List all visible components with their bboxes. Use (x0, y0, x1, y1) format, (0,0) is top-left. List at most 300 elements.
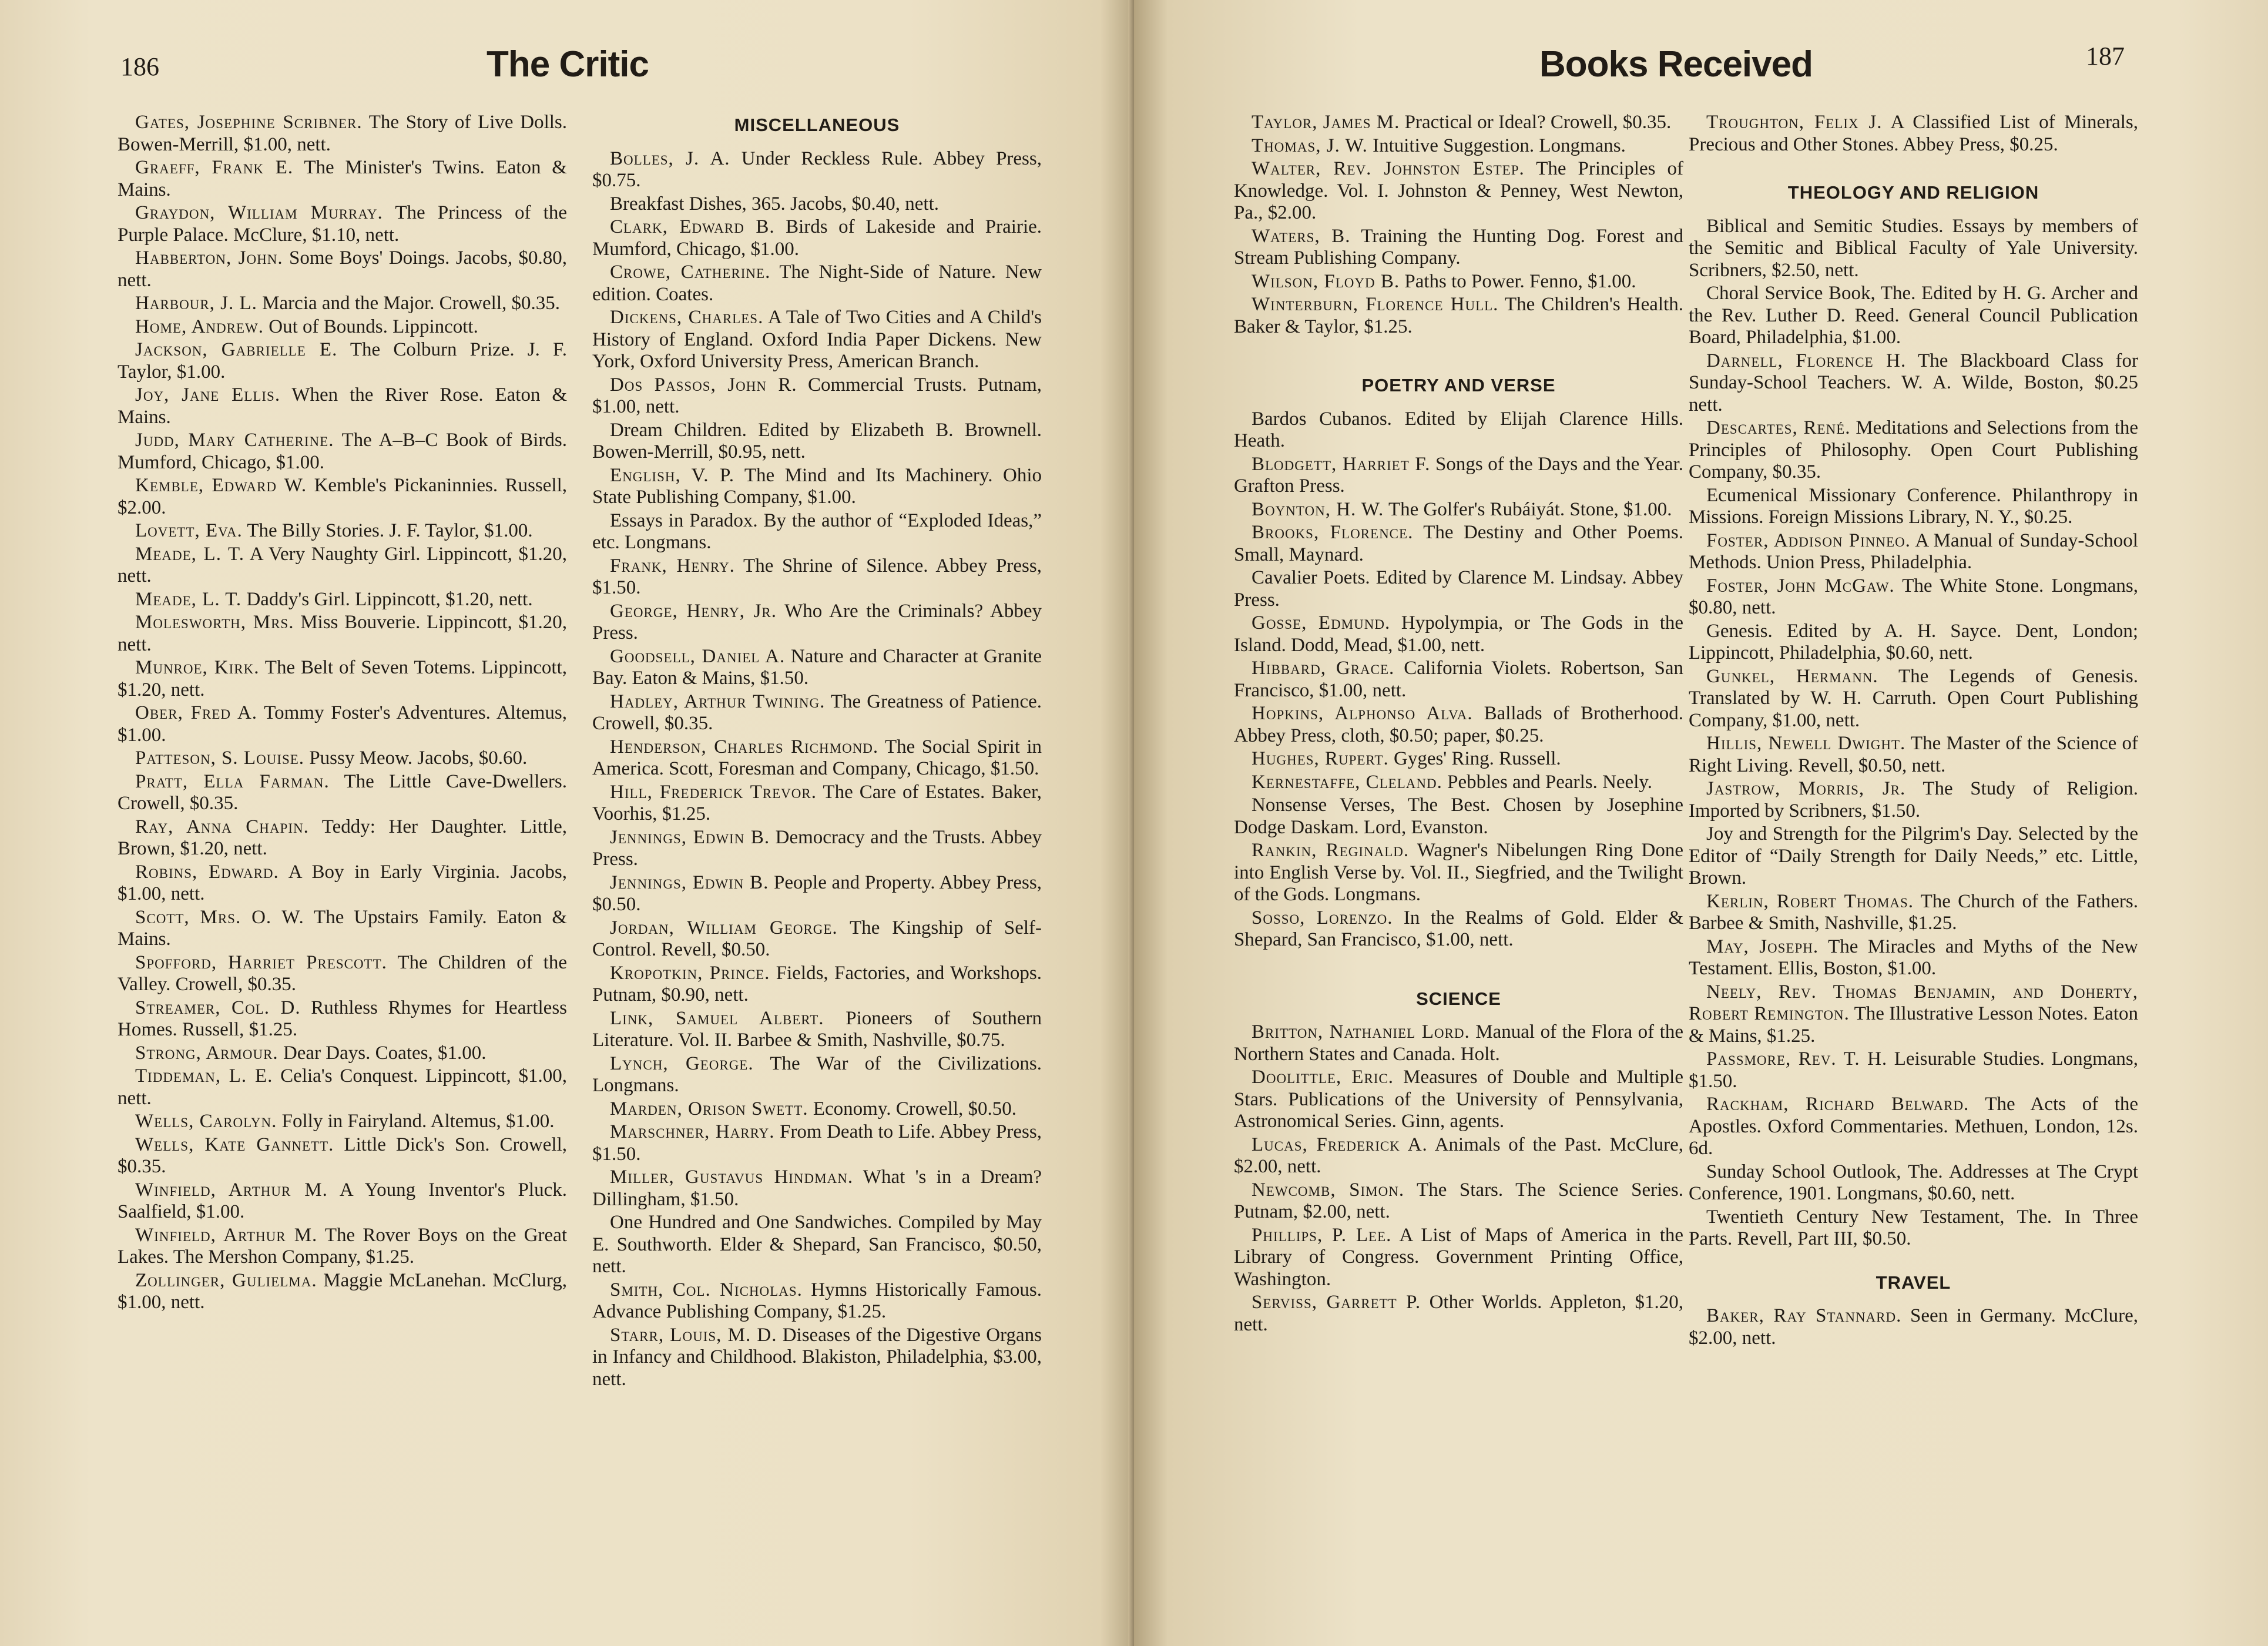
right-column-1 (1234, 112, 1683, 1337)
book-entry (118, 1065, 567, 1109)
book-entry (592, 465, 1042, 509)
entry-title: The Billy Stories. J. F. Taylor, $1.00. (247, 520, 533, 541)
entry-title: Under Reckless Rule. Abbey Press, $0.75. (592, 147, 1042, 191)
entry-title: Seen in Germany. McClure, $2.00, nett. (1689, 1305, 2138, 1349)
entry-author: Taylor, James M. (1252, 112, 1400, 133)
entry-author: Newcomb, Simon. (1252, 1179, 1405, 1201)
entry-title: Some Boys' Doings. Jacobs, $0.80, nett. (118, 247, 567, 291)
entry-author: Kemble, Edward W. (135, 475, 307, 496)
book-entry (592, 872, 1042, 916)
entry-title: A Manual of Sunday-School Methods. Union Press, Philadelphia. (1689, 529, 2138, 573)
book-entry (118, 430, 567, 474)
book-entry (1689, 283, 2138, 349)
entry-title: Economy. Crowell, $0.50. (813, 1098, 1017, 1119)
book-entry (1689, 1206, 2138, 1251)
entry-title: Meditations and Selections from the Principles of Philosophy. Open Court Publishing Company, $0.35. (1689, 417, 2139, 482)
book-entry (1689, 216, 2138, 282)
entry-author: Gunkel, Hermann. (1706, 665, 1878, 687)
entry-author: Waters, B. (1252, 225, 1351, 247)
entry-title: The Kingship of Self-Control. Revell, $0.50. (592, 917, 1042, 960)
book-entry (118, 1111, 567, 1133)
book-entry (118, 475, 567, 519)
entry-title: Miss Bouverie. Lippincott, $1.20, nett. (118, 612, 567, 655)
entry-author: Streamer, Col. D. (135, 997, 301, 1018)
entry-author: Robins, Edward. (135, 861, 279, 883)
entry-title: The Night-Side of Nature. New edition. Coates. (592, 262, 1042, 305)
book-entry (118, 747, 567, 770)
entry-title: A List of Maps of America in the Library of Congress. Government Printing Office, Washington. (1234, 1224, 1684, 1290)
entry-title: The Illustrative Lesson Notes. Eaton & Mains, $1.25. (1689, 1003, 2139, 1047)
entry-title: From Death to Life. Abbey Press, $1.50. (592, 1121, 1042, 1165)
book-entry (1689, 891, 2138, 935)
book-entry (1689, 733, 2138, 777)
entry-author: Phillips, P. Lee. (1252, 1224, 1392, 1246)
book-entry (1689, 823, 2138, 890)
entry-author: Lovett, Eva. (135, 520, 243, 541)
book-entry (592, 736, 1042, 780)
page-number: 187 (2086, 42, 2125, 71)
entry-title: Essays in Paradox. By the author of “Exploded Ideas,” etc. Longmans. (592, 509, 1042, 553)
entry-title: Birds of Lakeside and Prairie. Mumford, Chicago, $1.00. (592, 216, 1042, 260)
entry-author: Wilson, Floyd B. (1252, 270, 1400, 292)
entry-title: Marcia and the Major. Crowell, $0.35. (262, 293, 560, 314)
book-entry (1234, 135, 1683, 157)
running-head: The Critic (487, 44, 649, 85)
entry-title: A Young Inventor's Pluck. Saalfield, $1.00. (118, 1179, 567, 1222)
book-entry (592, 374, 1042, 418)
entry-author: Ober, Fred A. (135, 702, 258, 723)
entry-title: Daddy's Girl. Lippincott, $1.20, nett. (246, 588, 533, 610)
entry-author: Rackham, Richard Belward. (1706, 1094, 1970, 1115)
book-entry (118, 589, 567, 611)
book-entry (592, 555, 1042, 599)
book-entry (592, 1212, 1042, 1278)
left-column-2 (592, 112, 1042, 1392)
entry-title: The Care of Estates. Baker, Voorhis, $1.25. (592, 781, 1042, 824)
entry-title: The Blackboard Class for Sunday-School Teachers. W. A. Wilde, Boston, $0.25 nett. (1689, 350, 2138, 415)
entry-author: Zollinger, Gulielma. (135, 1269, 317, 1291)
entry-author: Tiddeman, L. E. (135, 1065, 273, 1087)
entry-author: Descartes, René. (1706, 417, 1851, 438)
book-entry (592, 216, 1042, 260)
book-entry (118, 112, 567, 156)
entry-title: Choral Service Book, The. Edited by H. G. Archer and the Rev. Luther D. Reed. General Council Publication Board, Philadelphia, $1.00. (1689, 283, 2138, 348)
entry-author: Scott, Mrs. O. W. (135, 906, 304, 928)
entry-title: Maggie McLanehan. McClurg, $1.00, nett. (118, 1269, 567, 1313)
entry-author: Harbour, J. L. (135, 293, 257, 314)
section-heading-theology: THEOLOGY AND RELIGION (1787, 182, 2039, 203)
book-entry (118, 657, 567, 701)
book-entry (592, 646, 1042, 690)
entry-title: The Acts of the Apostles. Oxford Commentaries. Methuen, London, 12s. 6d. (1689, 1094, 2139, 1159)
entry-author: Kropotkin, Prince. (610, 962, 770, 984)
entry-title: Twentieth Century New Testament, The. In Three Parts. Revell, Part III, $0.50. (1689, 1206, 2138, 1249)
book-entry (118, 702, 567, 746)
book-entry (592, 262, 1042, 306)
book-entry (1234, 1179, 1683, 1223)
entry-title: The Belt of Seven Totems. Lippincott, $1.20, nett. (118, 657, 567, 700)
book-entry (1689, 112, 2138, 156)
entry-author: Serviss, Garrett P. (1252, 1292, 1421, 1313)
book-entry (592, 1098, 1042, 1121)
book-entry (592, 1008, 1042, 1052)
entry-title: Songs of the Days and the Year. Grafton Press. (1234, 453, 1683, 497)
entry-author: Lucas, Frederick A. (1252, 1134, 1428, 1155)
book-entry (1689, 1305, 2138, 1349)
book-entry (1234, 772, 1683, 794)
entry-title: The Children of the Valley. Crowell, $0.35. (118, 951, 567, 995)
entry-title: The War of the Civilizations. Longmans. (592, 1052, 1042, 1096)
entry-title: One Hundred and One Sandwiches. Compiled by May E. Southworth. Elder & Shepard, San Francisco, $0.50, nett. (592, 1212, 1042, 1277)
entry-title: Sunday School Outlook, The. Addresses at The Crypt Conference, 1901. Longmans, $0.60, nett. (1689, 1161, 2138, 1204)
entry-author: Gosse, Edmund. (1252, 612, 1391, 633)
book-entry (1689, 936, 2138, 980)
entry-title: Diseases of the Digestive Organs in Infancy and Childhood. Blakiston, Philadelphia, $3.00, nett. (592, 1324, 1042, 1390)
entry-title: People and Property. Abbey Press, $0.50. (592, 871, 1042, 915)
book-entry (1234, 1067, 1683, 1133)
entry-title: Joy and Strength for the Pilgrim's Day. Selected by the Editor of “Daily Strength for Daily Needs,” etc. Little, Brown. (1689, 823, 2138, 889)
book-entry (1234, 112, 1683, 134)
entry-title: Paths to Power. Fenno, $1.00. (1404, 270, 1636, 292)
entry-title: Manual of the Flora of the Northern States and Canada. Holt. (1234, 1021, 1683, 1065)
minerals-list (1689, 112, 2138, 156)
book-entry (1234, 271, 1683, 293)
entry-title: The Social Spirit in America. Scott, Foresman and Company, Chicago, $1.50. (592, 736, 1042, 779)
book-entry (592, 827, 1042, 871)
book-entry (592, 601, 1042, 645)
entry-author: Spofford, Harriet Prescott. (135, 951, 387, 973)
entry-title: The Golfer's Rubáiyát. Stone, $1.00. (1388, 498, 1672, 520)
book-entry (1234, 158, 1683, 224)
entry-author: Winfield, Arthur M. (135, 1224, 318, 1246)
entry-author: Meade, L. T. (135, 588, 242, 610)
book-entry (1234, 226, 1683, 270)
entry-author: Winterburn, Florence Hull. (1252, 294, 1499, 315)
entry-author: Hadley, Arthur Twining. (610, 690, 826, 712)
entry-title: Ruthless Rhymes for Heartless Homes. Russell, $1.25. (118, 997, 568, 1040)
running-head: Books Received (1539, 44, 1813, 85)
book-entry (1689, 621, 2138, 665)
entry-author: Winfield, Arthur M. (135, 1179, 328, 1201)
book-entry (592, 782, 1042, 826)
entry-title: Ecumenical Missionary Conference. Philanthropy in Missions. Foreign Missions Library, N. Y., $0.25. (1689, 484, 2138, 528)
entry-title: The Princess of the Purple Palace. McClure, $1.10, nett. (118, 202, 567, 246)
entry-title: In the Realms of Gold. Elder & Shepard, San Francisco, $1.00, nett. (1234, 907, 1683, 950)
book-entry (1234, 612, 1683, 656)
book-entry (1689, 417, 2138, 484)
book-entry (1234, 1292, 1683, 1336)
entry-title: Dear Days. Coates, $1.00. (283, 1042, 487, 1064)
entry-author: Blodgett, Harriet F. (1252, 453, 1431, 475)
entry-author: Hill, Frederick Trevor. (610, 781, 817, 803)
entry-author: Troughton, Felix J. (1706, 112, 1883, 133)
entry-title: Biblical and Semitic Studies. Essays by members of the Semitic and Biblical Faculty of Yale University. Scribners, $2.50, nett. (1689, 215, 2138, 281)
entry-author: Henderson, Charles Richmond. (610, 736, 879, 757)
entry-author: Patteson, S. Louise. (135, 747, 305, 769)
book-entry (592, 917, 1042, 961)
entry-author: Jordan, William George. (610, 917, 838, 938)
entry-author: Jennings, Edwin B. (610, 826, 770, 848)
entry-title: Little Dick's Son. Crowell, $0.35. (118, 1134, 568, 1177)
entry-author: Jennings, Edwin B. (610, 871, 769, 893)
section-heading-poetry: POETRY AND VERSE (1361, 375, 1556, 395)
entry-author: Britton, Nathaniel Lord. (1252, 1021, 1470, 1042)
section-heading-travel: TRAVEL (1876, 1272, 1951, 1293)
entry-author: Link, Samuel Albert. (610, 1007, 824, 1029)
entry-title: The Study of Religion. Imported by Scribners, $1.50. (1689, 778, 2138, 822)
entry-author: Miller, Gustavus Hindman. (610, 1166, 854, 1188)
entry-title: A Very Naughty Girl. Lippincott, $1.20, nett. (118, 543, 567, 586)
book-entry (592, 510, 1042, 554)
entry-title: Training the Hunting Dog. Forest and Stream Publishing Company. (1234, 225, 1684, 269)
book-entry (1689, 575, 2138, 619)
page-number: 186 (120, 52, 159, 81)
entry-author: Rankin, Reginald. (1252, 840, 1410, 861)
entry-title: Nature and Character at Granite Bay. Eaton & Mains, $1.50. (592, 645, 1042, 689)
book-entry (118, 612, 567, 656)
entry-title: Teddy: Her Daughter. Little, Brown, $1.20, nett. (118, 816, 567, 859)
book-entry (592, 193, 1042, 216)
entry-title: Leisurable Studies. Longmans, $1.50. (1689, 1048, 2139, 1092)
entry-author: Crowe, Catherine. (610, 262, 771, 283)
book-entry (592, 963, 1042, 1007)
book-entry (1689, 1094, 2138, 1160)
book-entry (1689, 666, 2138, 732)
entry-author: English, V. P. (610, 464, 734, 486)
poetry-list (1234, 408, 1683, 951)
entry-author: Smith, Col. Nicholas. (610, 1279, 803, 1300)
entry-title: The Upstairs Family. Eaton & Mains. (118, 906, 567, 950)
entry-author: Marschner, Harry. (610, 1121, 775, 1142)
book-entry (592, 1279, 1042, 1323)
entry-author: Passmore, Rev. T. H. (1706, 1048, 1888, 1070)
entry-title: Wagner's Nibelungen Ring Done into English Verse by. Vol. II., Siegfried, and the Twilight of the Gods. Longmans. (1234, 840, 1683, 905)
entry-author: Munroe, Kirk. (135, 657, 260, 678)
entry-title: Ballads of Brotherhood. Abbey Press, cloth, $0.50; paper, $0.25. (1234, 703, 1683, 746)
entry-author: Baker, Ray Stannard. (1706, 1305, 1902, 1326)
entry-title: California Violets. Robertson, San Francisco, $1.00, nett. (1234, 658, 1684, 701)
entry-author: Bolles, J. A. (610, 147, 730, 169)
entry-title: The White Stone. Longmans, $0.80, nett. (1689, 575, 2139, 618)
book-entry (118, 816, 567, 860)
book-entry (118, 997, 567, 1041)
book-entry (1234, 658, 1683, 702)
book-entry (118, 384, 567, 428)
miscellaneous-list (592, 148, 1042, 1391)
book-entry (118, 544, 567, 588)
book-entry (118, 293, 567, 315)
entry-author: Boynton, H. W. (1252, 498, 1384, 520)
book-entry (592, 148, 1042, 192)
entry-title: Celia's Conquest. Lippincott, $1.00, nett. (118, 1065, 567, 1109)
book-entry (1234, 294, 1683, 338)
entry-author: Doolittle, Eric. (1252, 1067, 1394, 1088)
entry-author: Kernestaffe, Cleland. (1252, 771, 1442, 793)
entry-title: Fields, Factories, and Workshops. Putnam, $0.90, nett. (592, 962, 1042, 1005)
book-entry (1689, 350, 2138, 417)
book-entry (1689, 778, 2138, 822)
book-entry (1234, 408, 1683, 452)
entry-title: The A–B–C Book of Birds. Mumford, Chicago, $1.00. (118, 430, 568, 473)
book-entry (118, 1225, 567, 1269)
entry-title: Breakfast Dishes, 365. Jacobs, $0.40, nett. (610, 193, 939, 214)
book-entry (118, 157, 567, 201)
entry-author: Hibbard, Grace. (1252, 658, 1395, 679)
book-entry (118, 1179, 567, 1223)
book-entry (118, 316, 567, 338)
book-entry (118, 1270, 567, 1314)
entry-author: Hughes, Rupert. (1252, 748, 1389, 769)
book-entry (1234, 703, 1683, 747)
book-entry (118, 1134, 567, 1178)
entry-author: Molesworth, Mrs. (135, 612, 294, 633)
entry-title: Measures of Double and Multiple Stars. Publications of the University of Pennsylvania, Astronomical Series. Ginn, agents. (1234, 1067, 1683, 1132)
book-entry (118, 952, 567, 996)
entry-title: The Stars. The Science Series. Putnam, $2.00, nett. (1234, 1179, 1684, 1222)
book-entry (1234, 794, 1683, 839)
book-entry (118, 861, 567, 906)
book-entry (1689, 981, 2138, 1048)
entry-title: Out of Bounds. Lippincott. (269, 316, 478, 337)
entry-title: The Master of the Science of Right Living. Revell, $0.50, nett. (1689, 733, 2138, 776)
science-list (1234, 1021, 1683, 1336)
entry-author: Meade, L. T. (135, 543, 244, 565)
entry-author: Brooks, Florence. (1252, 522, 1414, 543)
entry-title: What 's in a Dream? Dillingham, $1.50. (592, 1166, 1042, 1210)
entry-title: Dream Children. Edited by Elizabeth B. Brownell. Bowen-Merrill, $0.95, nett. (592, 419, 1042, 462)
book-entry (1689, 1161, 2138, 1205)
theology-list (1689, 216, 2138, 1251)
entry-author: Walter, Rev. Johnston Estep. (1252, 158, 1525, 179)
book-entry (592, 420, 1042, 464)
book-entry (1234, 907, 1683, 951)
entry-title: Bardos Cubanos. Edited by Elijah Clarence Hills. Heath. (1234, 408, 1683, 451)
entry-author: Frank, Henry. (610, 555, 735, 576)
entry-title: Kemble's Pickaninnies. Russell, $2.00. (118, 475, 568, 518)
entry-title: Gyges' Ring. Russell. (1393, 748, 1561, 769)
entry-author: Hopkins, Alphonso Alva. (1252, 703, 1473, 724)
entry-title: Pioneers of Southern Literature. Vol. II. Barbee & Smith, Nashville, $0.75. (592, 1007, 1042, 1051)
book-entry (1234, 499, 1683, 521)
entry-title: The Story of Live Dolls. Bowen-Merrill, $1.00, nett. (118, 112, 567, 155)
entry-author: Graeff, Frank E. (135, 157, 294, 178)
entry-title: The Minister's Twins. Eaton & Mains. (118, 157, 567, 200)
section-heading-science: SCIENCE (1416, 988, 1501, 1009)
entry-title: A Boy in Early Virginia. Jacobs, $1.00, nett. (118, 861, 567, 904)
entry-author: Habberton, John. (135, 247, 283, 269)
entry-title: The Church of the Fathers. Barbee & Smith, Nashville, $1.25. (1689, 890, 2138, 934)
entry-author: May, Joseph. (1706, 936, 1819, 957)
book-entry (118, 907, 567, 951)
entry-title: The Rover Boys on the Great Lakes. The Mershon Company, $1.25. (118, 1224, 568, 1268)
entry-title: Practical or Ideal? Crowell, $0.35. (1404, 112, 1672, 133)
book-entry (1234, 748, 1683, 770)
entry-title: The Little Cave-Dwellers. Crowell, $0.35. (118, 770, 568, 814)
book-entry (592, 691, 1042, 735)
book-entry (1234, 522, 1683, 566)
entry-author: George, Henry, Jr. (610, 600, 777, 622)
right-page (1134, 0, 2268, 1646)
entry-author: Marden, Orison Swett. (610, 1098, 808, 1119)
entry-author: Ray, Anna Chapin. (135, 816, 309, 837)
entry-title: The Legends of Genesis. Translated by W. H. Carruth. Open Court Publishing Company, $1.00, nett. (1689, 665, 2139, 731)
book-entry (1689, 530, 2138, 574)
entry-author: Dos Passos, John R. (610, 374, 797, 395)
entry-author: Jastrow, Morris, Jr. (1706, 778, 1906, 799)
entry-title: Intuitive Suggestion. Longmans. (1373, 135, 1626, 156)
entry-author: Joy, Jane Ellis. (135, 384, 281, 405)
entry-title: Pebbles and Pearls. Neely. (1447, 771, 1652, 793)
book-entry (1234, 1134, 1683, 1178)
book-entry (1234, 840, 1683, 906)
entry-author: Wells, Carolyn. (135, 1111, 277, 1132)
entry-author: Hillis, Newell Dwight. (1706, 733, 1906, 754)
entry-author: Wells, Kate Gannett. (135, 1134, 334, 1155)
book-entry (1234, 1021, 1683, 1065)
entry-title: The Mind and Its Machinery. Ohio State Publishing Company, $1.00. (592, 464, 1042, 508)
entry-title: The Destiny and Other Poems. Small, Maynard. (1234, 522, 1683, 565)
book-entry (118, 520, 567, 542)
entry-author: Gates, Josephine Scribner. (135, 112, 363, 133)
entry-author: Jackson, Gabrielle E. (135, 339, 338, 360)
entry-title: Pussy Meow. Jacobs, $0.60. (309, 747, 528, 769)
book-entry (118, 202, 567, 246)
book-entry (592, 1121, 1042, 1165)
entry-author: Home, Andrew. (135, 316, 264, 337)
entry-title: The Shrine of Silence. Abbey Press, $1.50. (592, 555, 1042, 598)
entry-author: Dickens, Charles. (610, 307, 764, 328)
entry-author: Goodsell, Daniel A. (610, 645, 786, 667)
book-entry (592, 1325, 1042, 1391)
entry-author: Foster, John McGaw. (1706, 575, 1895, 596)
entry-title: Folly in Fairyland. Altemus, $1.00. (281, 1111, 555, 1132)
entry-author: Lynch, George. (610, 1052, 754, 1074)
entry-author: Graydon, William Murray. (135, 202, 383, 223)
entry-author: Pratt, Ella Farman. (135, 770, 330, 792)
entry-title: Hypolympia, or The Gods in the Island. Dodd, Mead, $1.00, nett. (1234, 612, 1684, 656)
entry-title: A Classified List of Minerals, Precious and Other Stones. Abbey Press, $0.25. (1689, 112, 2138, 155)
book-entry (592, 307, 1042, 373)
entry-author: Darnell, Florence H. (1706, 350, 1907, 371)
entry-author: Starr, Louis, M. D. (610, 1324, 777, 1346)
book-entry (1234, 567, 1683, 611)
book-entry (118, 247, 567, 291)
travel-list (1689, 1305, 2138, 1349)
entry-title: Democracy and the Trusts. Abbey Press. (592, 826, 1042, 870)
entry-author: Kerlin, Robert Thomas. (1706, 890, 1914, 912)
entry-title: The Greatness of Patience. Crowell, $0.35. (592, 690, 1042, 734)
section-heading-miscellaneous: MISCELLANEOUS (734, 115, 900, 135)
entry-title: The Colburn Prize. J. F. Taylor, $1.00. (118, 339, 567, 383)
entry-title: Who Are the Criminals? Abbey Press. (592, 600, 1042, 643)
entry-title: Animals of the Past. McClure, $2.00, nett. (1234, 1134, 1684, 1177)
entry-author: Thomas, J. W. (1252, 135, 1368, 156)
book-entry (118, 339, 567, 383)
right-column-2 (1689, 112, 2138, 1350)
book-entry (1234, 1225, 1683, 1291)
left-column-1 (118, 112, 567, 1315)
entry-author: Strong, Armour. (135, 1042, 279, 1064)
entry-title: Cavalier Poets. Edited by Clarence M. Lindsay. Abbey Press. (1234, 567, 1683, 611)
book-entry (118, 771, 567, 815)
book-entry (1689, 1048, 2138, 1092)
entry-author: Sosso, Lorenzo. (1252, 907, 1393, 928)
entry-title: Nonsense Verses, The Best. Chosen by Josephine Dodge Daskam. Lord, Evanston. (1234, 794, 1683, 838)
entry-title: When the River Rose. Eaton & Mains. (118, 384, 567, 428)
entry-title: Other Worlds. Appleton, $1.20, nett. (1234, 1292, 1683, 1335)
book-entry (592, 1166, 1042, 1211)
book-entry (118, 1042, 567, 1065)
